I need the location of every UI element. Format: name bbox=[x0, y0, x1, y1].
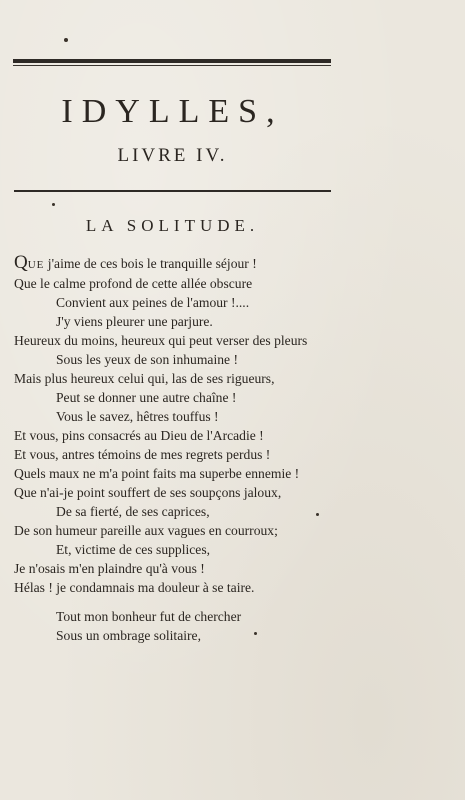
page-title: IDYLLES, bbox=[61, 93, 284, 130]
poem-line: Sous les yeux de son inhumaine ! bbox=[56, 352, 238, 367]
ink-speck bbox=[52, 203, 55, 206]
poem-line: Et vous, pins consacrés au Dieu de l'Arcadie ! bbox=[14, 428, 264, 443]
header-rule bbox=[14, 190, 331, 192]
poem-line: Peut se donner une autre chaîne ! bbox=[56, 390, 237, 405]
ink-speck bbox=[316, 513, 319, 516]
poem-line: Et, victime de ces supplices, bbox=[56, 542, 211, 557]
drop-cap: Q bbox=[14, 252, 28, 273]
header-double-rule bbox=[13, 59, 331, 67]
poem-line: Que n'ai-je point souffert de ses soupçons jaloux, bbox=[14, 485, 282, 500]
poem-line-text: j'aime de ces bois le tranquille séjour ! bbox=[44, 256, 257, 271]
small-caps: UE bbox=[27, 259, 45, 271]
ink-speck bbox=[254, 632, 257, 635]
poem-line: Hélas ! je condamnais ma douleur à se taire. bbox=[14, 580, 255, 595]
poem-line: Et vous, antres témoins de mes regrets perdus ! bbox=[14, 447, 271, 462]
poem-line: De son humeur pareille aux vagues en courroux; bbox=[14, 523, 278, 538]
poem-line: Sous un ombrage solitaire, bbox=[56, 628, 201, 643]
book-subtitle: LIVRE IV. bbox=[117, 145, 228, 166]
poem-line: Convient aux peines de l'amour !.... bbox=[56, 295, 250, 310]
poem-line: Mais plus heureux celui qui, las de ses rigueurs, bbox=[14, 371, 275, 386]
poem-line: Tout mon bonheur fut de chercher bbox=[56, 609, 242, 624]
poem-line: Heureux du moins, heureux qui peut verser des pleurs bbox=[14, 333, 308, 348]
ink-speck bbox=[64, 38, 68, 42]
poem-line: De sa fierté, de ses caprices, bbox=[56, 504, 210, 519]
poem-line bbox=[14, 254, 257, 274]
section-heading: LA SOLITUDE. bbox=[85, 216, 260, 235]
poem-line: Quels maux ne m'a point faits ma superbe ennemie ! bbox=[14, 466, 300, 481]
poem-line: J'y viens pleurer une parjure. bbox=[56, 314, 213, 329]
poem-line: Vous le savez, hêtres touffus ! bbox=[56, 409, 219, 424]
poem-line: Je n'osais m'en plaindre qu'à vous ! bbox=[14, 561, 205, 576]
poem-line: Que le calme profond de cette allée obscure bbox=[14, 276, 253, 291]
